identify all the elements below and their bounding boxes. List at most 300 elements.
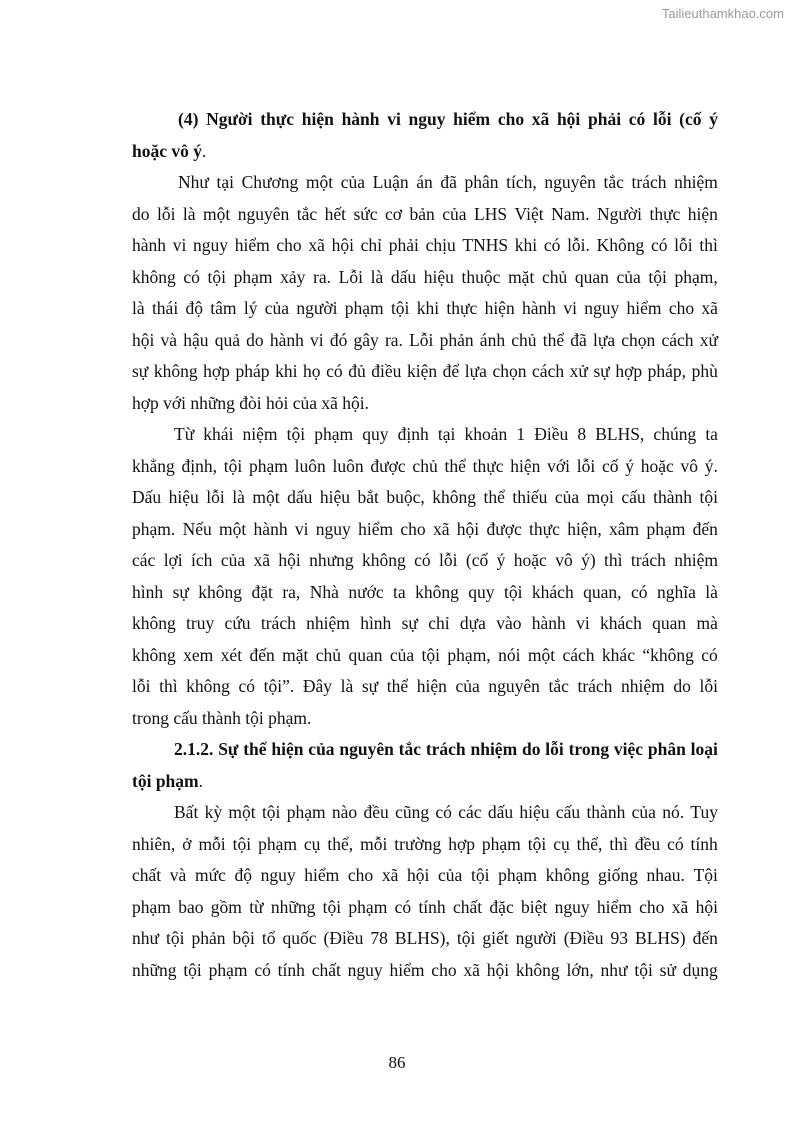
word: chọn (621, 329, 656, 350)
word: thành (586, 802, 626, 822)
word: điều (371, 361, 402, 381)
word: có (650, 235, 668, 255)
word: độ (185, 298, 203, 318)
word: Không (596, 235, 645, 255)
word: (Điều (323, 928, 364, 948)
word: chọn (492, 361, 527, 381)
word: thể (444, 455, 466, 476)
word: hiểm (358, 518, 394, 539)
heading-line (132, 104, 718, 136)
word: lỗi (132, 676, 151, 696)
paragraph-line (132, 356, 718, 388)
word: quy (468, 581, 495, 602)
word: phạm (286, 802, 326, 822)
word: nguy (554, 896, 590, 917)
word: của (389, 644, 415, 665)
word: lỗi (699, 676, 718, 696)
word: của (442, 203, 467, 224)
word: cho (276, 235, 302, 255)
word: trách (260, 613, 296, 633)
word: cơ (385, 203, 403, 224)
word: sự (401, 613, 418, 633)
paragraph-line (132, 419, 718, 451)
paragraph-line (132, 482, 718, 514)
word: (4) (178, 109, 199, 129)
word: tội (470, 865, 490, 885)
word: chúng (653, 424, 697, 444)
word: cho (497, 109, 525, 129)
word: lỗi (674, 235, 693, 255)
word: nhiệm (621, 676, 665, 696)
word: luôn (294, 455, 326, 476)
word: nhiệm (470, 739, 518, 759)
word: nguy (193, 235, 229, 255)
word: hiện (484, 298, 515, 318)
word: không (545, 865, 590, 885)
word: tội (207, 266, 227, 287)
word: phạm, (674, 266, 718, 287)
word: phù (691, 361, 718, 381)
word: có (628, 109, 646, 129)
paragraph-line (132, 860, 718, 892)
word: do (246, 329, 264, 350)
word: đặt (251, 581, 273, 602)
word: thành (653, 487, 692, 507)
word: sự (132, 361, 149, 381)
word: của (264, 298, 290, 318)
word: Lỗi (409, 329, 434, 350)
paragraph-line (132, 923, 718, 955)
word: không (198, 581, 243, 602)
word: 78 (370, 928, 388, 948)
word: vô (680, 455, 699, 476)
word: BLHS, (595, 424, 645, 444)
word: chỉ (428, 613, 450, 633)
word: lựa (592, 329, 616, 350)
word: một (219, 518, 247, 539)
word: có (414, 550, 431, 570)
heading-line (132, 136, 718, 168)
word: niệm (242, 424, 278, 444)
word: phạm (132, 896, 171, 917)
word: phạm (208, 959, 248, 980)
word: thể (483, 487, 505, 507)
word: ra. (313, 266, 332, 287)
word: BLHS), (394, 928, 450, 948)
word: tắc (296, 203, 318, 224)
word: đến (692, 928, 718, 948)
word: quan, (583, 581, 622, 602)
word: “không (642, 644, 694, 665)
word: sự (593, 361, 610, 381)
word: và (169, 865, 187, 885)
word: của (631, 802, 656, 822)
word: ý. (704, 455, 718, 476)
word: hiện (416, 676, 447, 696)
word: BLHS) (635, 928, 686, 948)
word: tội (232, 833, 252, 854)
word: tội (166, 928, 185, 948)
word: thái (151, 298, 179, 318)
word: hành (132, 235, 167, 255)
word: lỗi (439, 550, 458, 570)
word: phạm (233, 266, 273, 287)
word: bản (409, 203, 435, 224)
word: thể (542, 329, 565, 350)
word: ta (705, 424, 718, 444)
line-text: tội phạm (132, 770, 199, 791)
word: Người (206, 109, 253, 129)
word: Điều (534, 424, 569, 444)
word: lỗi (545, 739, 564, 759)
word: có (630, 581, 648, 602)
word: cấu (621, 487, 646, 507)
paragraph-line (132, 199, 718, 231)
word: 2.1.2. (174, 739, 214, 759)
word: hiệu (423, 266, 454, 287)
word: chủ (511, 329, 537, 350)
word: khẳng (132, 455, 175, 476)
word: gây (353, 329, 379, 350)
word: cho (639, 896, 665, 917)
word: nghĩa (656, 581, 696, 602)
word: TNHS (462, 235, 509, 255)
word: thực (446, 298, 478, 318)
word: cho (400, 518, 426, 539)
word: bao (178, 896, 204, 917)
word: một (527, 644, 556, 665)
word: Nếu (182, 518, 212, 539)
word: hiểm (453, 109, 491, 129)
word: nguy (260, 865, 296, 885)
word: cụ (553, 833, 570, 854)
word: hình (132, 581, 164, 602)
paragraph-line (132, 325, 718, 357)
word: có (435, 802, 452, 822)
word: phạm (344, 298, 384, 318)
paragraph-line (132, 388, 718, 420)
paragraph-line (132, 167, 718, 199)
word: lựa (464, 361, 487, 381)
word: giống (598, 865, 638, 885)
word: Dấu (132, 487, 162, 507)
word: phản (191, 928, 226, 948)
word: phạm (481, 833, 521, 854)
word: có (183, 266, 200, 287)
word: của (438, 865, 463, 885)
word: những (270, 896, 316, 917)
paragraph-line (132, 514, 718, 546)
word: hoặc (640, 455, 674, 476)
word: nó. (662, 802, 685, 822)
word: xử (569, 361, 588, 381)
word: ở (182, 833, 192, 854)
word: cứu (224, 613, 251, 633)
paragraph-line (132, 577, 718, 609)
word: (cố (679, 109, 702, 129)
word: hội (407, 865, 430, 885)
word: là (232, 487, 245, 507)
word: ý (625, 455, 634, 476)
word: ra, (282, 581, 301, 602)
paragraph-line (132, 797, 718, 829)
word: của (308, 739, 335, 759)
word: những (132, 959, 177, 980)
word: hội (331, 235, 354, 255)
word: lỗi (652, 109, 672, 129)
word: tội (286, 424, 306, 444)
word: loại (690, 739, 718, 759)
word: phân (464, 172, 499, 192)
word: thuộc (461, 266, 501, 287)
word: khái (203, 424, 234, 444)
word: thì (604, 550, 623, 570)
word: nguy (347, 959, 383, 980)
word: nước (348, 581, 384, 602)
word: đều (634, 833, 661, 854)
word: đến (249, 644, 275, 665)
word: các (132, 550, 156, 570)
word: hậu (183, 329, 209, 350)
word: Chương (241, 172, 299, 192)
word: xử (699, 329, 718, 350)
word: tắc (603, 172, 624, 192)
word: tội (527, 833, 547, 854)
word: sử (659, 959, 676, 980)
word: vô (555, 550, 573, 570)
word: hiểm (389, 959, 425, 980)
word: hiểm (596, 896, 632, 917)
word: có (667, 833, 684, 854)
word: do (673, 676, 691, 696)
word: nguyên (237, 203, 290, 224)
word: vào (496, 613, 522, 633)
word: phân (647, 739, 686, 759)
word: Tội (693, 865, 718, 885)
word: là (182, 203, 196, 224)
word: hội (278, 550, 301, 570)
word: mặt (508, 266, 535, 287)
word: phải (388, 235, 419, 255)
word: không (432, 487, 476, 507)
word: dấu (487, 802, 514, 822)
word: của (220, 550, 246, 570)
word: trách (577, 676, 613, 696)
word: của (554, 487, 580, 507)
word: ra. (384, 329, 403, 350)
word: tội (390, 298, 410, 318)
word: phạm (314, 424, 354, 444)
word: khách (600, 613, 642, 633)
word: hiệu (519, 802, 550, 822)
word: hợp (203, 361, 230, 381)
word: tội (421, 644, 441, 665)
word: dụng (682, 959, 718, 980)
word: việc (613, 739, 644, 759)
word: tội (322, 896, 342, 917)
word: có (326, 361, 343, 381)
word: tội (456, 928, 476, 948)
word: thực (260, 109, 295, 129)
word: 8 (577, 424, 587, 444)
paragraph-line (132, 703, 718, 735)
word: tại (216, 172, 234, 192)
word: có (238, 676, 256, 696)
word: vi (172, 235, 187, 255)
word: tội (699, 487, 718, 507)
paragraph-line (132, 230, 718, 262)
word: nguyên (544, 172, 596, 192)
word: đặc (489, 896, 514, 917)
word: sự (172, 581, 189, 602)
word: lỗi (156, 203, 176, 224)
word: tội”. (263, 676, 295, 696)
word: 1 (516, 424, 526, 444)
word: xã (531, 109, 550, 129)
word: họ (303, 361, 321, 381)
word: mặt (282, 644, 309, 665)
word: không (132, 644, 176, 665)
word: định (397, 424, 429, 444)
word: ánh (479, 329, 506, 350)
word: tắc (398, 739, 421, 759)
word: tính (277, 959, 305, 980)
word: vi (310, 329, 324, 350)
word: xã (308, 235, 325, 255)
word: hành (531, 613, 566, 633)
word: khác (601, 644, 635, 665)
word: trong (568, 739, 610, 759)
word: ý (709, 109, 718, 129)
word: nhiệm (674, 172, 718, 192)
word: một (252, 487, 280, 507)
word: phạm, (447, 644, 491, 665)
word: phải (587, 109, 622, 129)
word: quan (348, 644, 383, 665)
word: phản (439, 329, 474, 350)
word: tổ (261, 928, 276, 948)
word: ích (191, 550, 213, 570)
word: xã (671, 896, 689, 917)
paragraph-line (132, 545, 718, 577)
word: không (515, 959, 560, 980)
paragraph-line (132, 955, 718, 987)
word: nguyên (339, 739, 394, 759)
word: hành (269, 329, 304, 350)
word: án (416, 172, 433, 192)
word: có (394, 896, 412, 917)
word: cố (601, 455, 619, 476)
word: thể (243, 739, 267, 759)
word: Việt (514, 203, 544, 224)
word: không (186, 676, 230, 696)
word: thì (159, 676, 178, 696)
word: lỗi (206, 487, 225, 507)
word: định, (181, 455, 218, 476)
word: (Điều (563, 928, 604, 948)
word: hiện (687, 203, 718, 224)
word: vi (576, 613, 590, 633)
word: trách (630, 550, 666, 570)
word: tội (261, 802, 281, 822)
word: là (370, 266, 384, 287)
word: nhiệm (306, 613, 350, 633)
word: cho (431, 959, 457, 980)
word: Từ (174, 424, 195, 444)
word: hội (695, 896, 718, 917)
word: có (254, 959, 271, 980)
word: phạm. (132, 518, 176, 539)
heading-line (132, 734, 718, 766)
word: cho (668, 298, 695, 318)
word: nhiệm (674, 550, 718, 570)
word: xã (701, 298, 718, 318)
word: hiện (510, 455, 541, 476)
word: xem (183, 644, 214, 665)
word: nguyên (488, 676, 540, 696)
word: hiểm (234, 235, 270, 255)
word: khi (275, 361, 298, 381)
paragraph-line (132, 829, 718, 861)
word: một (228, 802, 256, 822)
word: của (455, 676, 480, 696)
word: cho (347, 865, 374, 885)
word: tính (690, 833, 718, 854)
word: tội (634, 959, 653, 980)
word: xâm (609, 518, 640, 539)
word: lớn, (566, 959, 594, 980)
word: khi (514, 235, 538, 255)
word: với (547, 455, 570, 476)
word: hiểm (304, 865, 340, 885)
word: lỗi. (567, 235, 590, 255)
word: đến (692, 518, 718, 539)
word: tính (418, 896, 446, 917)
word: ta (393, 581, 406, 602)
word: từ (249, 896, 264, 917)
word: Luận (372, 172, 409, 192)
word: xét (220, 644, 243, 665)
word: hội (486, 959, 510, 980)
word: do (132, 203, 150, 224)
word: đều (363, 802, 389, 822)
word: thể (386, 676, 409, 696)
paragraph-line (132, 451, 718, 483)
word: bắt (357, 487, 379, 507)
word: đã (440, 172, 457, 192)
word: được (370, 455, 406, 476)
word: dấu (287, 487, 313, 507)
word: hết (324, 203, 346, 224)
word: xã (253, 550, 271, 570)
word: vi (387, 109, 401, 129)
word: kỳ (204, 802, 223, 822)
line-tail: . (198, 770, 203, 791)
word: tại (437, 424, 456, 444)
word: truy (186, 613, 215, 633)
word: sự (361, 676, 379, 696)
word: nào (331, 802, 358, 822)
word: phạm (348, 896, 388, 917)
word: là (705, 581, 718, 602)
word: thể, (327, 833, 354, 854)
word: gồm (210, 896, 242, 917)
word: một (305, 172, 334, 192)
word: Nhà (309, 581, 339, 602)
word: cụ (303, 833, 321, 854)
word: phạm (646, 518, 686, 539)
word: hiện (271, 739, 304, 759)
